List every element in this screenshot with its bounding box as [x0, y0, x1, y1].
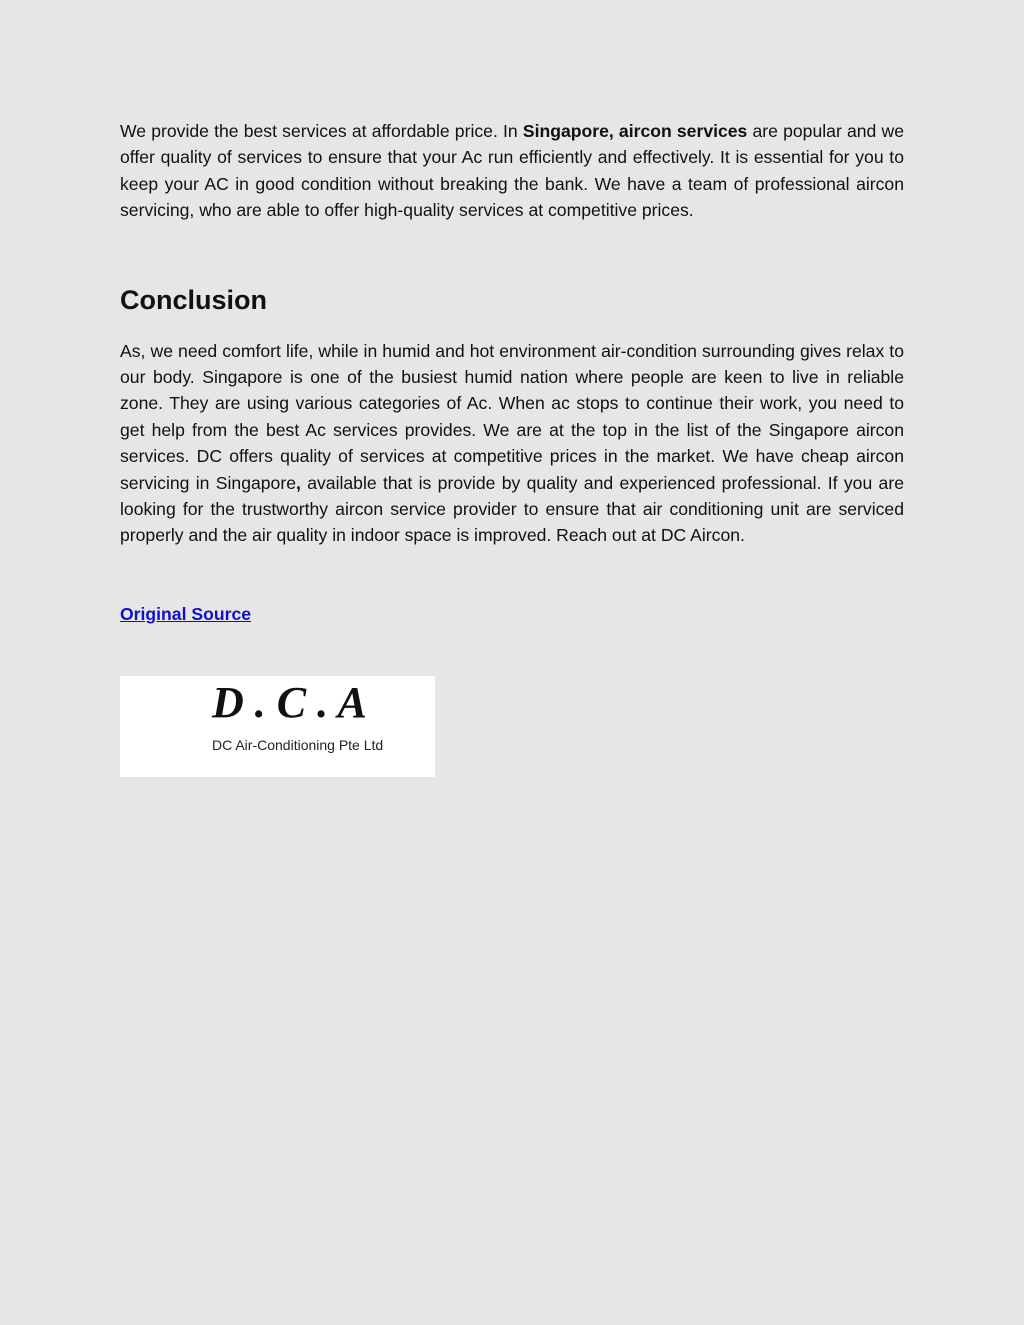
intro-text-end: are popular and we offer quality of services to ensure that your Ac run efficiently and effectively. It is essential for you to keep your AC in good condition without breaking the bank. We have a team of professional aircon servicing, who are able to offer high-quality services at competitive prices.	[120, 121, 904, 221]
company-logo	[120, 676, 435, 777]
conclusion-paragraph	[120, 338, 904, 549]
intro-paragraph	[120, 118, 904, 224]
original-source-link[interactable]: Original Source	[120, 603, 252, 624]
conclusion-bold-comma: ,	[295, 472, 301, 493]
conclusion-heading: Conclusion	[120, 284, 267, 315]
intro-text-start: We provide the best services at affordable price. In	[120, 121, 523, 141]
logo-letters: D . C . A	[212, 678, 367, 727]
conclusion-text-start: As, we need comfort life, while in humid and hot environment air-condition surrounding gives relax to our body. Singapore is one of the busiest humid nation where people are keen to live in reliable zone. They are using various categories of Ac. When ac stops to continue their work, you need to get help from the best Ac services provides. We are at the top in the list of the Singapore aircon services. DC offers quality of services at competitive prices in the market. We have cheap aircon servicing in Singapore	[120, 340, 904, 493]
logo-caption: DC Air-Conditioning Pte Ltd	[212, 737, 384, 753]
intro-bold-phrase: Singapore, aircon services	[522, 121, 748, 141]
conclusion-text-end: available that is provide by quality and experienced professional. If you are looking for the trustworthy aircon service provider to ensure that air conditioning unit are serviced properly and the air quality in indoor space is improved. Reach out at DC Aircon.	[120, 472, 904, 546]
document-body	[120, 118, 904, 627]
